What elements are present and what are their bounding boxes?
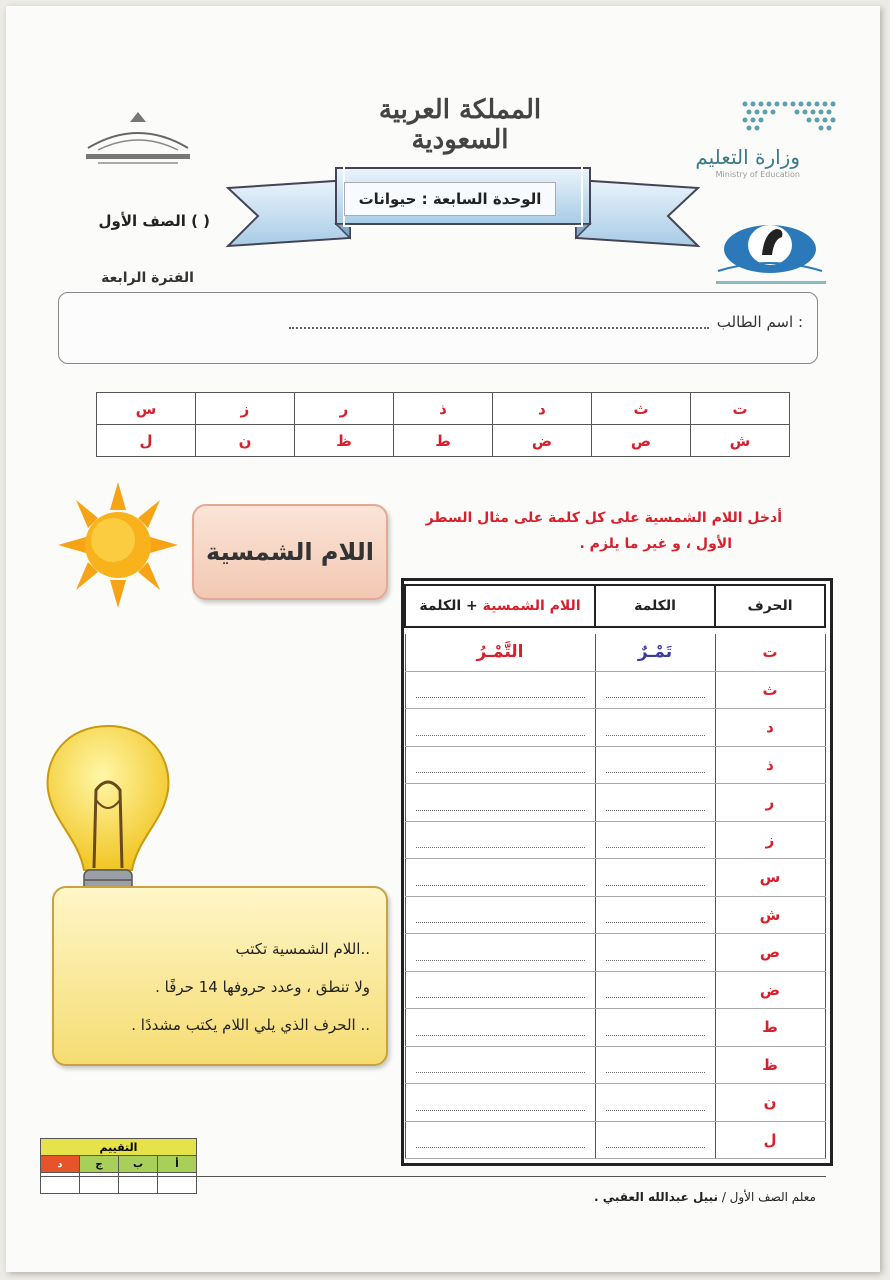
lesson-title: اللام الشمسية	[192, 504, 388, 600]
example-word: تَمْـرٌ	[595, 634, 715, 671]
unit-banner-title: الوحدة السابعة : حيوانات	[344, 182, 556, 216]
header-al-red: اللام الشمسية	[482, 598, 581, 614]
table-gap	[405, 627, 825, 634]
al-word-answer-cell[interactable]	[405, 1046, 595, 1084]
student-name-box	[58, 292, 818, 364]
letter-cell: ل	[97, 425, 196, 457]
exercise-table	[404, 584, 826, 1159]
class-label: الصف الأول ( )	[98, 212, 210, 230]
table-row	[405, 709, 825, 747]
table-row	[405, 746, 825, 784]
student-name-field[interactable]	[289, 311, 709, 329]
al-word-answer-cell[interactable]	[405, 1084, 595, 1122]
footer-teacher	[500, 1190, 816, 1204]
school-logo-icon	[708, 215, 833, 295]
student-name-label: اسم الطالب :	[716, 313, 803, 331]
letter-cell: ش	[691, 425, 790, 457]
word-answer-cell[interactable]	[595, 896, 715, 934]
solar-letters-table	[96, 392, 790, 457]
word-answer-cell[interactable]	[595, 821, 715, 859]
example-letter: ت	[715, 634, 825, 671]
word-answer-cell[interactable]	[595, 971, 715, 1009]
grade-level-d: د	[41, 1156, 80, 1173]
al-word-answer-cell[interactable]	[405, 1009, 595, 1047]
row-letter: د	[715, 709, 825, 747]
table-row	[405, 784, 825, 822]
row-letter: ش	[715, 896, 825, 934]
footer-prefix: معلم الصف الأول /	[718, 1190, 816, 1204]
al-word-answer-cell[interactable]	[405, 709, 595, 747]
letter-cell: ز	[196, 393, 295, 425]
note-line-2: ولا تنطق ، وعدد حروفها 14 حرفًا .	[155, 978, 370, 996]
al-word-answer-cell[interactable]	[405, 971, 595, 1009]
letter-cell: س	[97, 393, 196, 425]
word-answer-cell[interactable]	[595, 1009, 715, 1047]
word-answer-cell[interactable]	[595, 1084, 715, 1122]
education-office-logo-icon	[78, 108, 198, 168]
footer-divider	[40, 1176, 826, 1177]
table-row	[405, 821, 825, 859]
letter-cell: ض	[493, 425, 592, 457]
row-letter: س	[715, 859, 825, 897]
header-al-black: + الكلمة	[419, 598, 483, 614]
word-answer-cell[interactable]	[595, 934, 715, 972]
al-word-answer-cell[interactable]	[405, 746, 595, 784]
row-letter: ض	[715, 971, 825, 1009]
letter-cell: ظ	[295, 425, 394, 457]
table-row	[97, 393, 790, 425]
al-word-answer-cell[interactable]	[405, 1121, 595, 1159]
grading-title: التقييم	[41, 1139, 197, 1156]
header-word: الكلمة	[595, 585, 715, 627]
table-row	[405, 671, 825, 709]
row-letter: ص	[715, 934, 825, 972]
letter-cell: ذ	[394, 393, 493, 425]
instructions	[400, 505, 786, 557]
row-letter: ن	[715, 1084, 825, 1122]
note-line-3: .. الحرف الذي يلي اللام يكتب مشددًا .	[131, 1016, 370, 1034]
table-row	[405, 1046, 825, 1084]
row-letter: ظ	[715, 1046, 825, 1084]
grade-level-b: ب	[119, 1156, 158, 1173]
table-row	[405, 1084, 825, 1122]
row-letter: ط	[715, 1009, 825, 1047]
note-line-1: ..اللام الشمسية تكتب	[235, 940, 370, 958]
letter-cell: ث	[592, 393, 691, 425]
letter-cell: ص	[592, 425, 691, 457]
sun-icon	[58, 480, 178, 610]
example-al-word: التَّمْـرُ	[405, 634, 595, 671]
table-row-example	[405, 634, 825, 671]
table-row	[405, 971, 825, 1009]
table-row	[405, 1121, 825, 1159]
word-answer-cell[interactable]	[595, 709, 715, 747]
ministry-logo-icon	[740, 98, 840, 134]
al-word-answer-cell[interactable]	[405, 671, 595, 709]
period-label: الفترة الرابعة	[101, 270, 194, 286]
al-word-answer-cell[interactable]	[405, 896, 595, 934]
row-letter: ل	[715, 1121, 825, 1159]
row-letter: ذ	[715, 746, 825, 784]
row-letter: ث	[715, 671, 825, 709]
letter-cell: ت	[691, 393, 790, 425]
ministry-name-arabic: وزارة التعليم	[695, 145, 800, 169]
grading-table	[40, 1138, 197, 1194]
instructions-line-2: الأول ، و غير ما يلزم .	[579, 536, 732, 552]
kingdom-title: المملكة العربية السعودية	[378, 95, 542, 155]
al-word-answer-cell[interactable]	[405, 934, 595, 972]
word-answer-cell[interactable]	[595, 784, 715, 822]
instructions-line-1: أدخل اللام الشمسية على كل كلمة على مثال السطر	[425, 510, 782, 526]
word-answer-cell[interactable]	[595, 1046, 715, 1084]
letter-cell: ر	[295, 393, 394, 425]
row-letter: ر	[715, 784, 825, 822]
table-row	[405, 859, 825, 897]
table-row	[405, 934, 825, 972]
header-al-word	[405, 585, 595, 627]
teacher-name: نبيل عبدالله العقبي .	[594, 1190, 718, 1204]
grade-level-a: أ	[158, 1156, 197, 1173]
row-letter: ز	[715, 821, 825, 859]
word-answer-cell[interactable]	[595, 1121, 715, 1159]
table-header-row	[405, 585, 825, 627]
letter-cell: ط	[394, 425, 493, 457]
al-word-answer-cell[interactable]	[405, 784, 595, 822]
letter-cell: د	[493, 393, 592, 425]
al-word-answer-cell[interactable]	[405, 859, 595, 897]
letter-cell: ن	[196, 425, 295, 457]
grade-level-c: ج	[80, 1156, 119, 1173]
rule-note-box	[52, 886, 388, 1066]
header-letter: الحرف	[715, 585, 825, 627]
word-answer-cell[interactable]	[595, 859, 715, 897]
table-row	[97, 425, 790, 457]
table-row	[405, 896, 825, 934]
table-row	[405, 1009, 825, 1047]
word-answer-cell[interactable]	[595, 671, 715, 709]
ministry-name-english: Ministry of Education	[715, 170, 800, 179]
al-word-answer-cell[interactable]	[405, 821, 595, 859]
word-answer-cell[interactable]	[595, 746, 715, 784]
